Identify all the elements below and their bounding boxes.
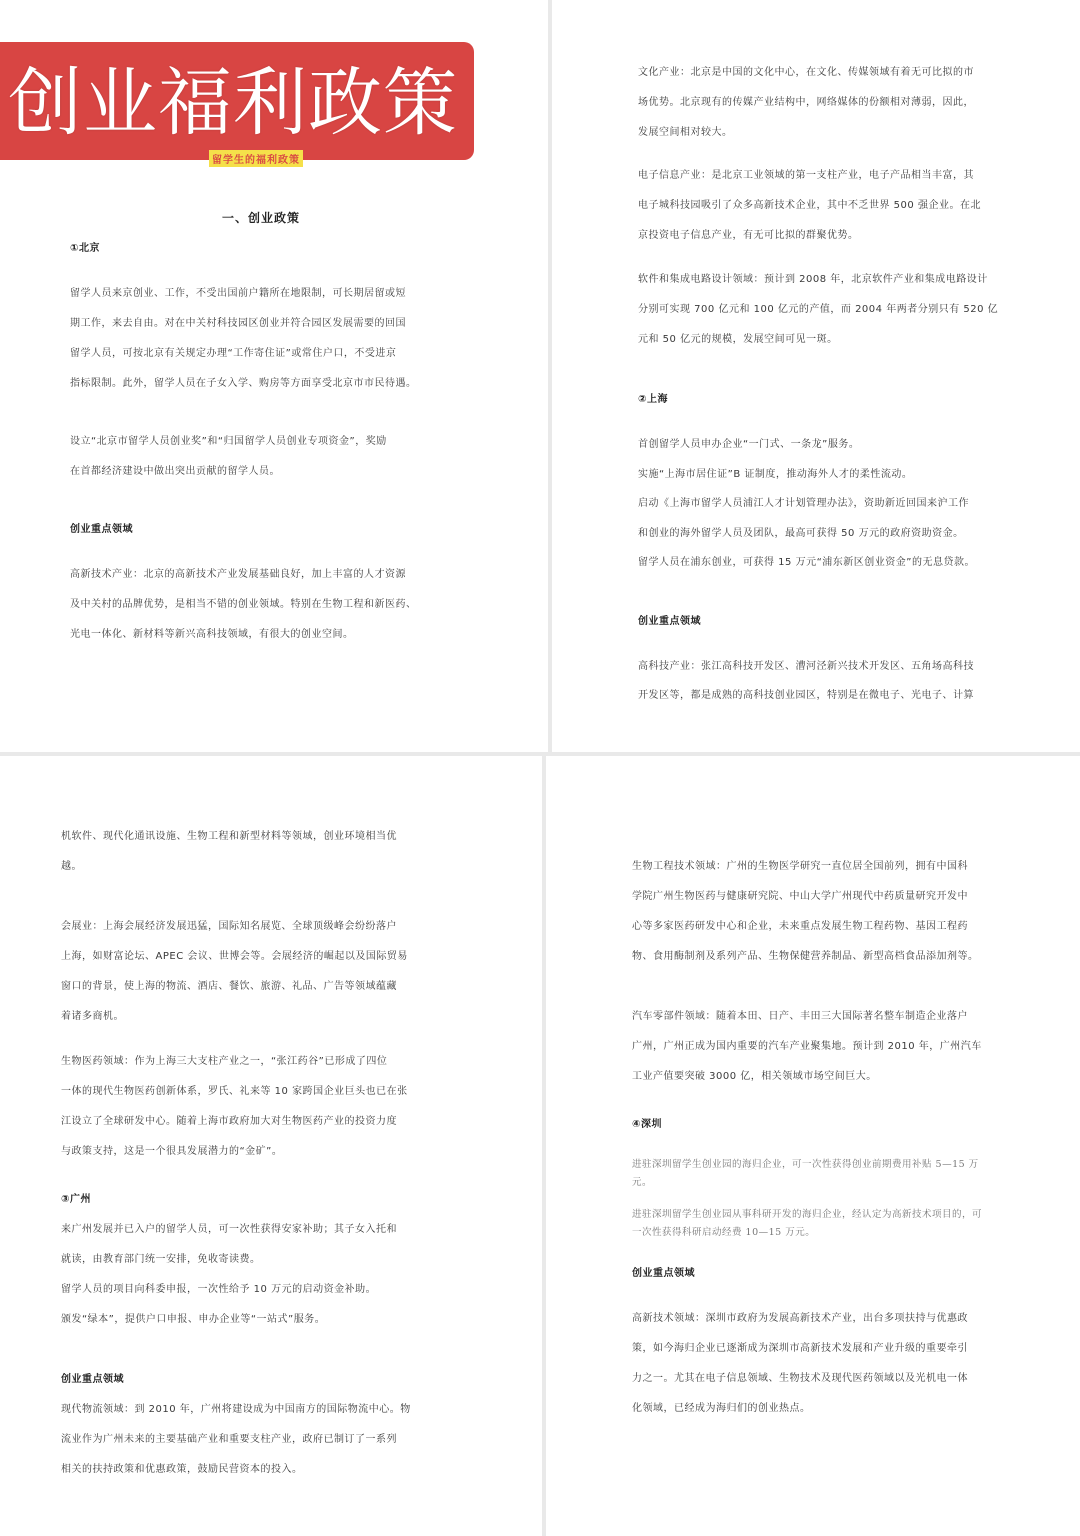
banner-title: 创业福利政策 — [8, 60, 458, 146]
title-banner — [0, 42, 474, 160]
beijing-heading: ①北京 — [70, 243, 100, 254]
paragraph-line: 启动《上海市留学人员浦江人才计划管理办法》，资助新近回国来沪工作 — [638, 498, 969, 509]
paragraph-line: 电子信息产业：是北京工业领域的第一支柱产业，电子产品相当丰富，其 — [638, 170, 974, 181]
paragraph-line: 发展空间相对较大。 — [638, 127, 733, 138]
paragraph-line: 高科技产业：张江高科技开发区、漕河泾新兴技术开发区、五角场高科技 — [638, 661, 974, 672]
document-page-3 — [0, 756, 542, 1536]
paragraph-line: 来广州发展并已入户的留学人员，可一次性获得安家补助；其子女入托和 — [61, 1224, 397, 1235]
paragraph-line: 与政策支持，这是一个很具发展潜力的“金矿”。 — [61, 1146, 283, 1157]
paragraph-line: 高新技术领域：深圳市政府为发展高新技术产业，出台多项扶持与优惠政 — [632, 1313, 968, 1324]
paragraph-line: 留学人员，可按北京有关规定办理“工作寄住证”或常住户口，不受进京 — [70, 348, 397, 359]
paragraph-line: 心等多家医药研发中心和企业，未来重点发展生物工程药物、基因工程药 — [632, 921, 968, 932]
section-heading: 一、创业政策 — [222, 211, 301, 225]
paragraph-line: 策，如今海归企业已逐渐成为深圳市高新技术发展和产业升级的重要牵引 — [632, 1343, 968, 1354]
paragraph-line: 开发区等，都是成熟的高科技创业园区，特别是在微电子、光电子、计算 — [638, 690, 974, 701]
paragraph-line: 实施“上海市居住证”B 证制度，推动海外人才的柔性流动。 — [638, 469, 913, 480]
paragraph-line: 场优势。北京现有的传媒产业结构中，网络媒体的份额相对薄弱，因此， — [638, 97, 974, 108]
paragraph-line: 着诸多商机。 — [61, 1011, 124, 1022]
paragraph-line: 文化产业：北京是中国的文化中心，在文化、传媒领域有着无可比拟的市 — [638, 67, 974, 78]
paragraph-line: 越。 — [61, 861, 82, 872]
focus-heading: 创业重点领域 — [70, 524, 133, 535]
paragraph-line: 首创留学人员申办企业“一门式、一条龙”服务。 — [638, 439, 860, 450]
paragraph-line: 广州，广州正成为国内重要的汽车产业聚集地。预计到 2010 年，广州汽车 — [632, 1041, 982, 1052]
paragraph-line: 元。 — [632, 1177, 653, 1188]
shenzhen-heading: ④深圳 — [632, 1119, 662, 1130]
shanghai-heading: ②上海 — [638, 394, 668, 405]
paragraph-line: 一体的现代生物医药创新体系，罗氏、礼来等 10 家跨国企业巨头也已在张 — [61, 1086, 408, 1097]
paragraph-line: 颁发“绿本”，提供户口申报、申办企业等“一站式”服务。 — [61, 1314, 326, 1325]
paragraph-line: 生物医药领域：作为上海三大支柱产业之一，“张江药谷”已形成了四位 — [61, 1056, 388, 1067]
paragraph-line: 留学人员来京创业、工作，不受出国前户籍所在地限制，可长期居留或短 — [70, 288, 406, 299]
focus-heading: 创业重点领域 — [632, 1268, 695, 1279]
paragraph-line: 和创业的海外留学人员及团队，最高可获得 50 万元的政府资助资金。 — [638, 528, 964, 539]
focus-heading: 创业重点领域 — [61, 1374, 124, 1385]
paragraph-line: 高新技术产业：北京的高新技术产业发展基础良好，加上丰富的人才资源 — [70, 569, 406, 580]
paragraph-line: 生物工程技术领域：广州的生物医学研究一直位居全国前列，拥有中国科 — [632, 861, 968, 872]
paragraph-line: 上海，如财富论坛、APEC 会议、世博会等。会展经济的崛起以及国际贸易 — [61, 951, 408, 962]
paragraph-line: 软件和集成电路设计领域：预计到 2008 年，北京软件产业和集成电路设计 — [638, 274, 988, 285]
paragraph-line: 在首都经济建设中做出突出贡献的留学人员。 — [70, 466, 280, 477]
document-page-4 — [546, 756, 1080, 1536]
guangzhou-heading: ③广州 — [61, 1194, 91, 1205]
paragraph-line: 现代物流领域：到 2010 年，广州将建设成为中国南方的国际物流中心。物 — [61, 1404, 411, 1415]
paragraph-line: 设立“北京市留学人员创业奖”和“归国留学人员创业专项资金”，奖励 — [70, 436, 387, 447]
paragraph-line: 进驻深圳留学生创业园的海归企业，可一次性获得创业前期费用补贴 5—15 万 — [632, 1159, 979, 1170]
paragraph-line: 窗口的背景，使上海的物流、酒店、餐饮、旅游、礼品、广告等领域蕴藏 — [61, 981, 397, 992]
paragraph-line: 留学人员在浦东创业，可获得 15 万元“浦东新区创业资金”的无息贷款。 — [638, 557, 975, 568]
paragraph-line: 江设立了全球研发中心。随着上海市政府加大对生物医药产业的投资力度 — [61, 1116, 397, 1127]
paragraph-line: 就读，由教育部门统一安排，免收寄读费。 — [61, 1254, 261, 1265]
paragraph-line: 留学人员的项目向科委申报，一次性给予 10 万元的启动资金补助。 — [61, 1284, 377, 1295]
paragraph-line: 汽车零部件领域：随着本田、日产、丰田三大国际著名整车制造企业落户 — [632, 1011, 968, 1022]
paragraph-line: 期工作，来去自由。对在中关村科技园区创业并符合园区发展需要的回国 — [70, 318, 406, 329]
paragraph-line: 化领域，已经成为海归们的创业热点。 — [632, 1403, 811, 1414]
paragraph-line: 流业作为广州未来的主要基础产业和重要支柱产业，政府已制订了一系列 — [61, 1434, 397, 1445]
paragraph-line: 力之一。尤其在电子信息领域、生物技术及现代医药领域以及光机电一体 — [632, 1373, 968, 1384]
paragraph-line: 指标限制。此外，留学人员在子女入学、购房等方面享受北京市市民待遇。 — [70, 378, 417, 389]
paragraph-line: 光电一体化、新材料等新兴高科技领域，有很大的创业空间。 — [70, 629, 354, 640]
paragraph-line: 进驻深圳留学生创业园从事科研开发的海归企业，经认定为高新技术项目的，可 — [632, 1209, 983, 1220]
focus-heading: 创业重点领域 — [638, 616, 701, 627]
paragraph-line: 电子城科技园吸引了众多高新技术企业，其中不乏世界 500 强企业。在北 — [638, 200, 981, 211]
paragraph-line: 物、食用酶制剂及系列产品、生物保健营养制品、新型高档食品添加剂等。 — [632, 951, 979, 962]
document-page-1 — [0, 0, 548, 752]
paragraph-line: 机软件、现代化通讯设施、生物工程和新型材料等领域，创业环境相当优 — [61, 831, 397, 842]
paragraph-line: 一次性获得科研启动经费 10—15 万元。 — [632, 1227, 816, 1238]
paragraph-line: 会展业：上海会展经济发展迅猛，国际知名展览、全球顶级峰会纷纷落户 — [61, 921, 397, 932]
paragraph-line: 京投资电子信息产业，有无可比拟的群聚优势。 — [638, 230, 859, 241]
banner-subtitle: 留学生的福利政策 — [209, 150, 303, 167]
paragraph-line: 及中关村的品牌优势，是相当不错的创业领域。特别在生物工程和新医药、 — [70, 599, 417, 610]
paragraph-line: 元和 50 亿元的规模，发展空间可见一斑。 — [638, 334, 838, 345]
paragraph-line: 相关的扶持政策和优惠政策，鼓励民营资本的投入。 — [61, 1464, 303, 1475]
document-page-2 — [552, 0, 1080, 752]
paragraph-line: 学院广州生物医药与健康研究院、中山大学广州现代中药质量研究开发中 — [632, 891, 968, 902]
paragraph-line: 分别可实现 700 亿元和 100 亿元的产值，而 2004 年两者分别只有 520 亿 — [638, 304, 999, 315]
paragraph-line: 工业产值要突破 3000 亿，相关领域市场空间巨大。 — [632, 1071, 877, 1082]
